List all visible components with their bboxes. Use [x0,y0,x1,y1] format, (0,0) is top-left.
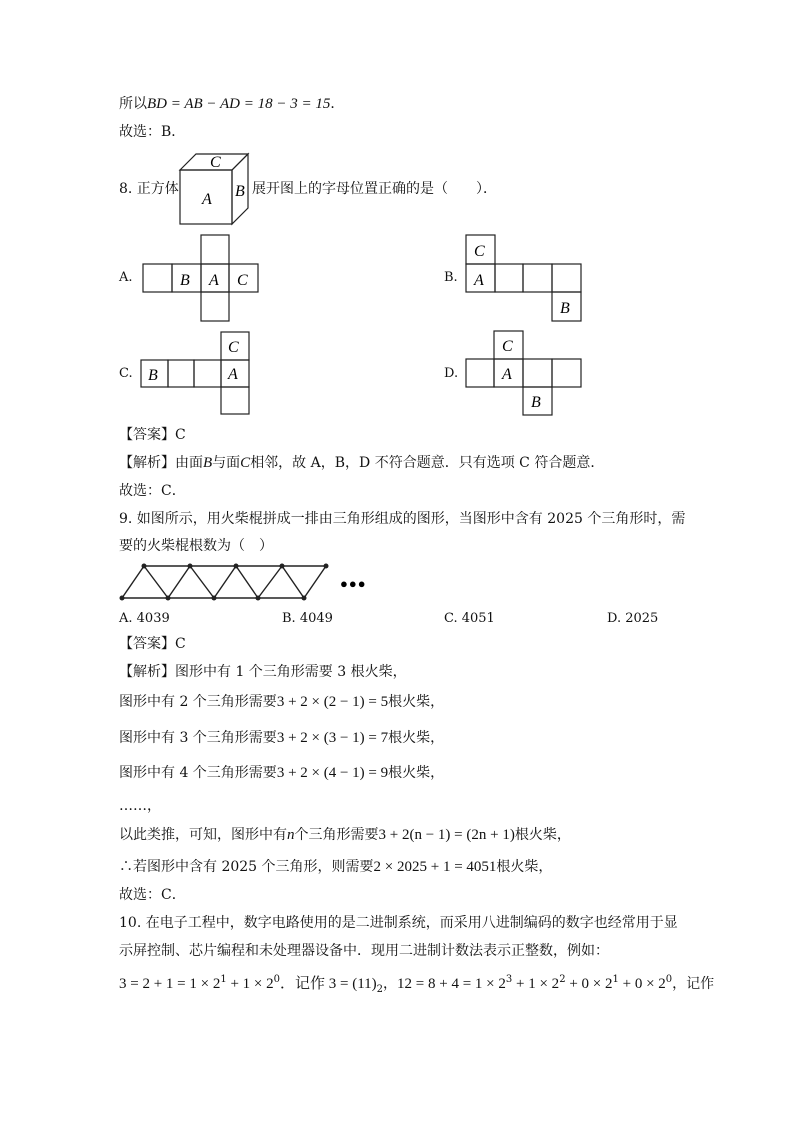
option-b-label: B. [444,270,458,285]
superscript: 2 [559,974,566,985]
cube-front-letter: A [202,191,212,208]
cube-side-letter: B [235,183,245,200]
math-expression: + 1 × 2 [226,976,274,992]
question-10-line-1: 10. 在电子工程中，数字电路使用的是二进制系统，而采用八进制编码的数字也经常用于显 [119,915,678,931]
choice-b: B. 4049 [282,611,333,626]
option-a-cell-b: B [180,272,190,289]
text: ，记作 [672,976,715,992]
option-d-label: D. [444,366,459,381]
option-a-cell-a: A [209,272,219,289]
choice-c: C. 4051 [444,611,495,626]
math-expression: ．记作 3 = (11) [280,976,377,992]
cube-figure [178,150,252,226]
text: 根火柴， [496,859,553,875]
text: 根火柴， [388,694,445,710]
option-c-cell-b: B [148,367,158,384]
math-expression: 3 + 2 × (3 − 1) = 7 [276,730,389,746]
text: 相邻，故 A，B，D 不符合题意．只有选项 C 符合题意． [250,455,605,471]
answer-9: 【答案】C [119,636,186,652]
option-c-cell-c: C [228,339,239,356]
superscript: 1 [612,974,619,985]
math-expression: 3 + 2(n − 1) = (2n + 1) [378,827,515,843]
text: ∴若图形中含有 2025 个三角形，则需要 [119,859,374,875]
text: 以此类推，可知，图形中有 [119,827,287,843]
question-10-line-2: 示屏控制、芯片编程和未处理器设备中．现用二进制计数法表示正整数，例如： [119,943,609,959]
text: 根火柴， [388,730,445,746]
math-expression: 12 = 8 + 4 = 1 × 2 [397,976,506,992]
text: ． [330,96,345,112]
explanation-9-line-5 [119,825,571,845]
text: 与面 [212,455,241,471]
matchstick-triangles-figure [116,558,376,604]
answer-9-selection: 故选：C． [119,887,186,903]
math-expression: 3 = 2 + 1 = 1 × 2 [119,976,221,992]
math-expression: + 0 × 2 [565,976,613,992]
question-9-line-1: 9. 如图所示，用火柴棍拼成一排由三角形组成的图形，当图形中含有 2025 个三角形时，需 [119,511,686,527]
answer-8-selection: 故选：C． [119,483,186,499]
question-8-text: 展开图上的字母位置正确的是（ ）． [252,181,497,197]
text: 图形中有 4 个三角形需要 [119,765,277,781]
explanation-9-line-6 [119,857,552,877]
math-expression: 3 + 2 × (2 − 1) = 5 [276,694,389,710]
option-c-cell-a: A [228,366,238,383]
superscript: 1 [220,974,227,985]
option-a-cell-c: C [237,272,248,289]
choice-d: D. 2025 [607,611,659,626]
text: 根火柴， [514,827,571,843]
option-b-cell-b: B [560,300,570,317]
text: 所以 [119,96,147,112]
subscript: 2 [376,984,384,995]
explanation-9-ellipsis: ……， [119,798,161,814]
math-expression: 3 + 2 × (4 − 1) = 9 [276,765,389,781]
question-9-line-2: 要的火柴棍根数为（ ） [119,538,273,554]
math-symbol: B [203,455,213,471]
option-d-cell-a: A [502,366,512,383]
superscript: 0 [273,974,281,985]
option-b-cell-c: C [474,243,485,260]
explanation-9-line-1: 【解析】图形中有 1 个三角形需要 3 根火柴， [119,664,407,680]
explanation-8 [119,453,604,473]
option-a-label: A. [119,270,133,285]
text: ， [383,976,398,992]
text: 【解析】由面 [119,455,203,471]
text: 图形中有 3 个三角形需要 [119,730,277,746]
math-symbol: n [287,827,295,843]
conclusion-line [119,94,344,114]
option-b-cell-a: A [474,272,484,289]
text: 根火柴， [388,765,445,781]
option-d-cell-c: C [502,338,513,355]
option-c-net [140,331,254,417]
option-d-cell-b: B [531,394,541,411]
option-c-label: C. [119,366,133,381]
superscript: 0 [665,974,673,985]
superscript: 3 [505,974,513,985]
cube-top-letter: C [210,154,221,171]
text: 图形中有 2 个三角形需要 [119,694,277,710]
option-a-net [140,234,262,324]
answer-8: 【答案】C [119,427,186,443]
math-expression: + 0 × 2 [618,976,666,992]
math-expression: BD = AB − AD = 18 − 3 = 15 [147,96,331,112]
explanation-9-line-4 [119,763,444,783]
math-symbol: C [240,455,251,471]
answer-selection: 故选：B． [119,124,186,140]
question-10-line-3 [119,970,714,1000]
ellipsis-dots: ●●● [340,576,367,591]
explanation-9-line-3 [119,728,444,748]
math-expression: 2 × 2025 + 1 = 4051 [373,859,497,875]
option-b-net [463,234,585,324]
option-d-net [464,330,586,418]
math-expression: + 1 × 2 [512,976,560,992]
choice-a: A. 4039 [119,611,170,626]
explanation-9-line-2 [119,692,444,712]
text: 个三角形需要 [294,827,379,843]
question-8-number: 8. 正方体 [119,181,179,197]
